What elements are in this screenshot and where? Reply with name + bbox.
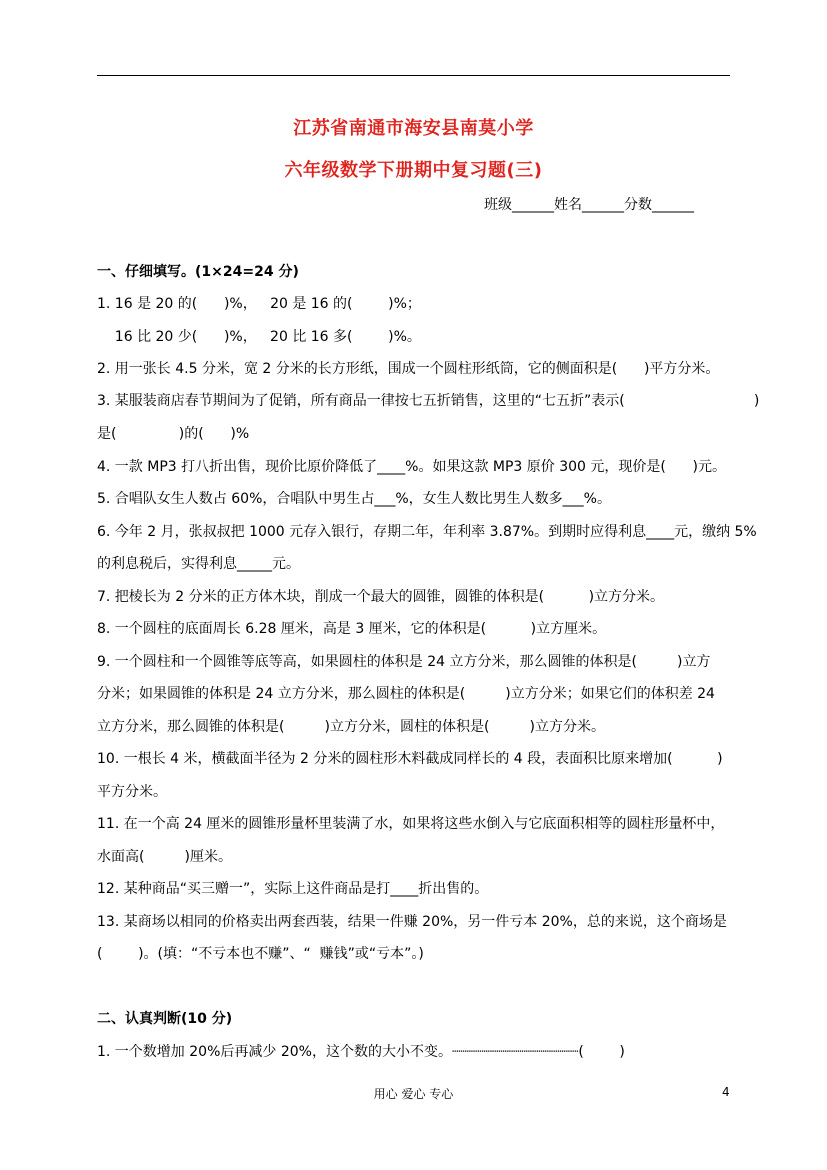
section2-heading: 二、认真判断(10 分): [97, 1011, 233, 1027]
question-line: 水面高( )厘米。: [97, 849, 232, 865]
question-line: 12. 某种商品“买三赠一”，实际上这件商品是打____折出售的。: [97, 881, 489, 897]
question-line: 平方分米。: [97, 784, 167, 800]
question-line: 16 比 20 少( )%， 20 比 16 多( )%。: [97, 329, 421, 345]
question-line: 1. 16 是 20 的( )%， 20 是 16 的( )%；: [97, 296, 421, 312]
question-line: 8. 一个圆柱的底面周长 6.28 厘米，高是 3 厘米，它的体积是( )立方厘米。: [97, 621, 607, 637]
question-line: 6. 今年 2 月，张叔叔把 1000 元存入银行，存期二年，年利率 3.87%。到期时应得利息____元，缴纳 5%: [97, 524, 757, 540]
page-number: 4: [722, 1085, 730, 1099]
school-title: 江苏省南通市海安县南莫小学: [293, 118, 534, 139]
question-line: 分米；如果圆锥的体积是 24 立方分米，那么圆柱的体积是( )立方分米；如果它们的体积差 24: [97, 686, 715, 702]
question-line: 的利息税后，实得利息_____元。: [97, 556, 300, 572]
question-line: 5. 合唱队女生人数占 60%，合唱队中男生占___%，女生人数比男生人数多___%。: [97, 491, 611, 507]
question-line: 是( )的( )%: [97, 426, 250, 442]
header-rule: [97, 75, 730, 76]
exam-title: 六年级数学下册期中复习题(三): [284, 160, 543, 181]
question-line: 10. 一根长 4 米，横截面半径为 2 分米的圆柱形木料截成同样长的 4 段，表面积比原来增加( ): [97, 751, 723, 767]
question-line: 13. 某商场以相同的价格卖出两套西装，结果一件赚 20%，另一件亏本 20%，总的来说，这个商场是: [97, 914, 727, 930]
question-line: 9. 一个圆柱和一个圆锥等底等高，如果圆柱的体积是 24 立方分米，那么圆锥的体积是( )立方: [97, 654, 711, 670]
question-line: 4. 一款 MP3 打八折出售，现价比原价降低了____%。如果这款 MP3 原价 300 元，现价是( )元。: [97, 459, 727, 475]
question-line: 3. 某服装商店春节期间为了促销，所有商品一律按七五折销售，这里的“七五折”表示( ): [97, 393, 760, 409]
judgment-question-line: 1. 一个数增加 20%后再减少 20%，这个数的大小不变。┈┈┈┈┈┈┈┈┈┈┈┈┈┈┈( ): [97, 1044, 625, 1060]
section1-heading: 一、仔细填写。(1×24=24 分): [97, 264, 299, 280]
question-line: 立方分米，那么圆锥的体积是( )立方分米，圆柱的体积是( )立方分米。: [97, 719, 605, 735]
footer-motto: 用心 爱心 专心: [373, 1087, 454, 1101]
question-line: 7. 把棱长为 2 分米的正方体木块，削成一个最大的圆锥，圆锥的体积是( )立方分米。: [97, 589, 665, 605]
student-info-line: 班级______姓名______分数______: [484, 197, 694, 213]
question-line: ( )。(填：“不亏本也不赚”、“ 赚钱”或“亏本”。): [97, 946, 424, 962]
question-line: 11. 在一个高 24 厘米的圆锥形量杯里装满了水，如果将这些水倒入与它底面积相等的圆柱形量杯中，: [97, 816, 725, 832]
question-line: 2. 用一张长 4.5 分米，宽 2 分米的长方形纸，围成一个圆柱形纸筒，它的侧面积是( )平方分米。: [97, 361, 720, 377]
